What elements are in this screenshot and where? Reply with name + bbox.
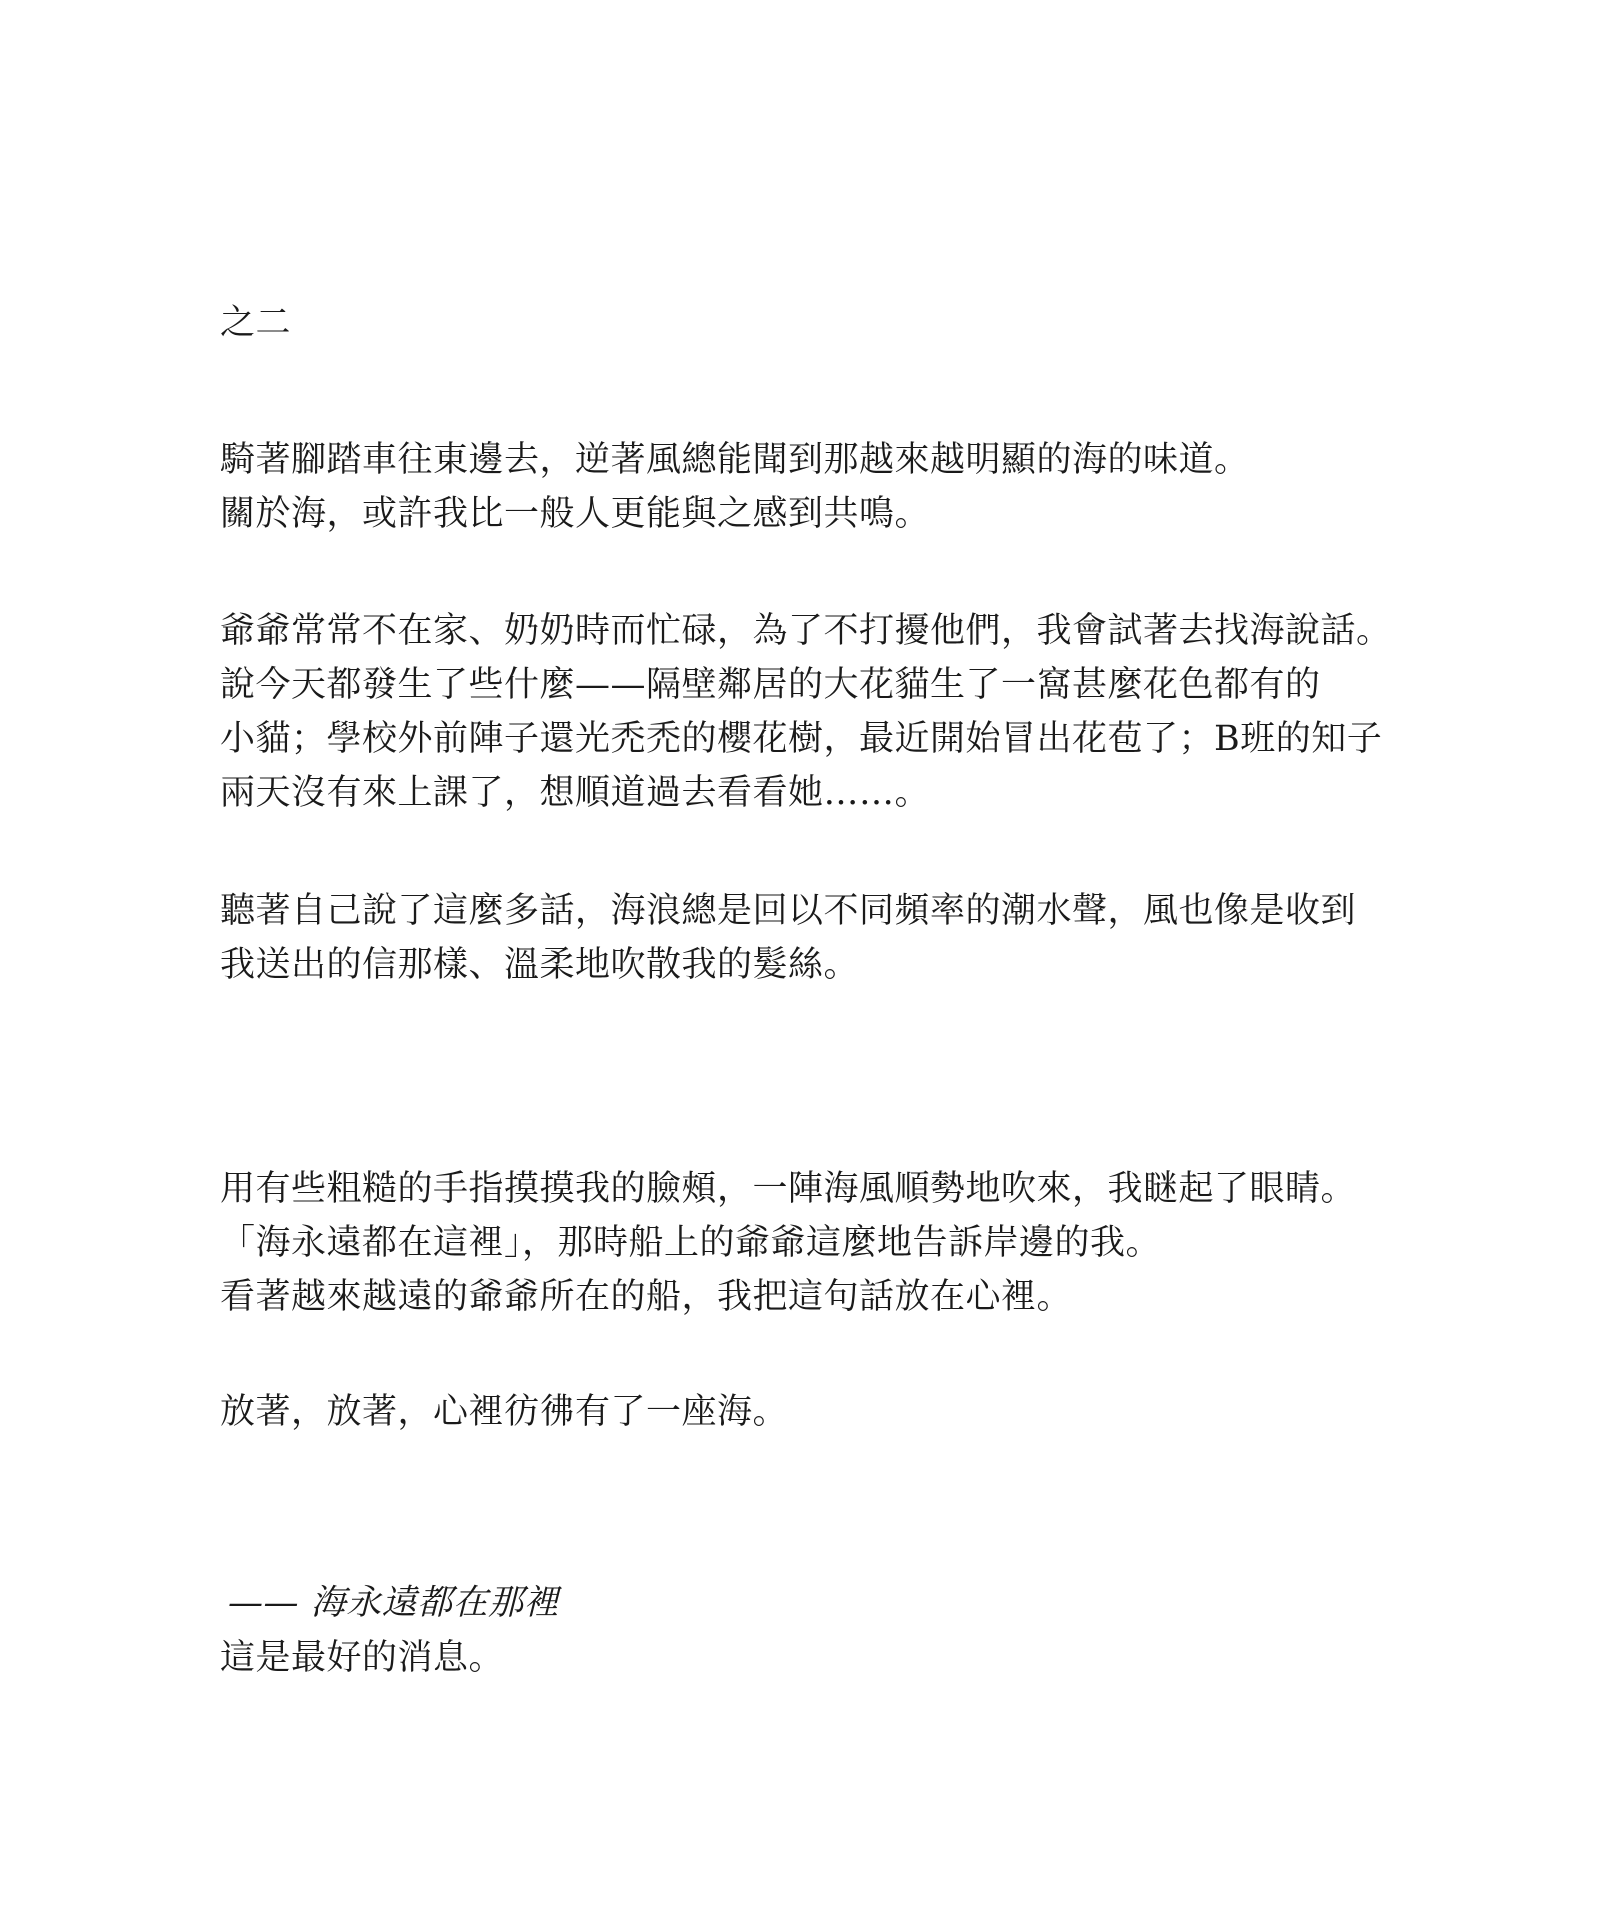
paragraph-line: 我送出的信那樣、溫柔地吹散我的髮絲。	[220, 945, 860, 985]
paragraph-line: 看著越來越遠的爺爺所在的船，我把這句話放在心裡。	[220, 1277, 1073, 1317]
paragraph-line: 騎著腳踏車往東邊去，逆著風總能聞到那越來越明顯的海的味道。	[220, 440, 1250, 480]
section-title	[220, 298, 1440, 348]
paragraph-5	[220, 1385, 1440, 1439]
paragraph-line: 爺爺常常不在家、奶奶時而忙碌，為了不打擾他們，我會試著去找海說話。	[220, 611, 1392, 651]
paragraph-line: 關於海，或許我比一般人更能與之感到共鳴。	[220, 494, 931, 534]
closing-line: 這是最好的消息。	[220, 1638, 505, 1678]
paragraph-2	[220, 604, 1440, 820]
italic-quote: —— 海永遠都在那裡	[228, 1583, 560, 1623]
paragraph-line: 小貓；學校外前陣子還光禿禿的櫻花樹，最近開始冒出花苞了；B班的知子	[220, 719, 1383, 759]
paragraph-3	[220, 884, 1440, 992]
paragraph-line: 聽著自己說了這麼多話，海浪總是回以不同頻率的潮水聲，風也像是收到	[220, 891, 1357, 931]
paragraph-1	[220, 433, 1440, 541]
closing-block	[220, 1631, 1440, 1685]
section-title-text: 之二	[220, 303, 292, 343]
quote-block	[220, 1576, 1440, 1630]
paragraph-line: 放著，放著，心裡彷彿有了一座海。	[220, 1392, 789, 1432]
paragraph-line: 兩天沒有來上課了，想順道過去看看她……。	[220, 773, 931, 813]
paragraph-4	[220, 1162, 1440, 1324]
paragraph-line: 「海永遠都在這裡」，那時船上的爺爺這麼地告訴岸邊的我。	[220, 1223, 1162, 1263]
paragraph-line: 說今天都發生了些什麼——隔壁鄰居的大花貓生了一窩甚麼花色都有的	[220, 665, 1321, 705]
paragraph-line: 用有些粗糙的手指摸摸我的臉頰，一陣海風順勢地吹來，我瞇起了眼睛。	[220, 1169, 1357, 1209]
